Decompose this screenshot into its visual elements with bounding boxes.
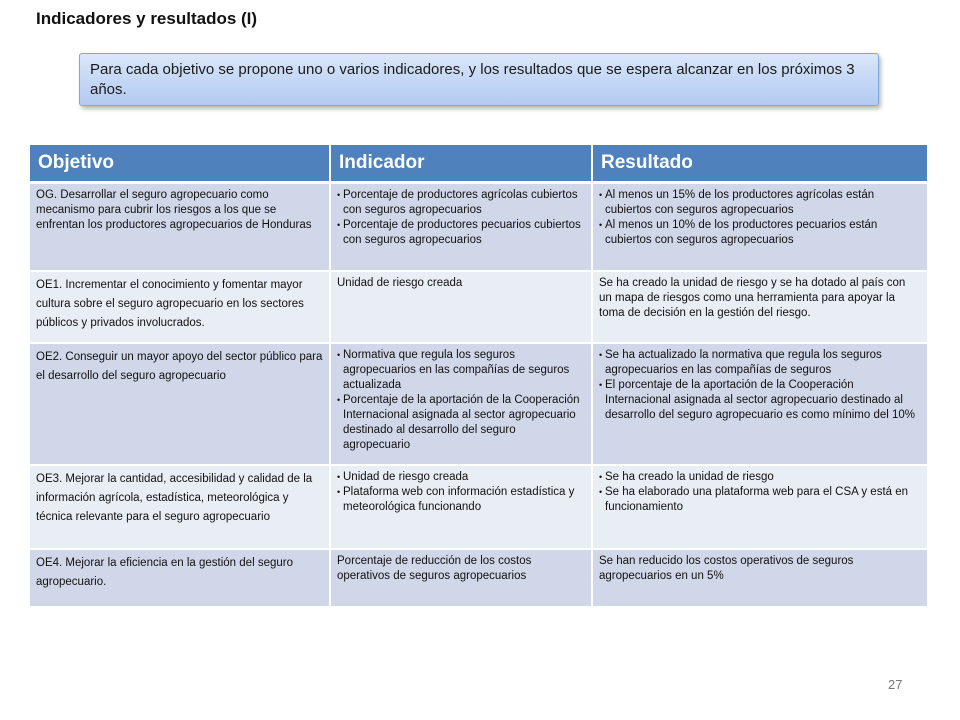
indicator-text: Unidad de riesgo creada (337, 276, 463, 289)
result-item: • Se ha creado la unidad de riesgo (599, 470, 921, 485)
objective-text: OE3. Mejorar la cantidad, accesibilidad y calidad de la información agrícola, estadística, meteorológica y técnica relevante para el seguro agropecuario (36, 472, 313, 523)
indicators-table (30, 145, 929, 608)
indicator-cell (330, 343, 592, 465)
result-item: • Se ha elaborado una plataforma web para el CSA y está en funcionamiento (599, 485, 921, 515)
indicator-item: • Normativa que regula los seguros agropecuarios en las compañías de seguros actualizada (337, 348, 585, 393)
result-cell (592, 271, 928, 343)
objective-text: OG. Desarrollar el seguro agropecuario como mecanismo para cubrir los riesgos a los que se enfrentan los productores agropecuarios de Honduras (36, 189, 312, 231)
result-cell (592, 465, 928, 549)
header-resultado: Resultado (592, 145, 928, 183)
objective-cell (30, 271, 330, 343)
table-row (30, 183, 928, 271)
indicator-cell (330, 271, 592, 343)
objective-cell (30, 343, 330, 465)
objective-cell (30, 549, 330, 607)
indicator-item: • Porcentaje de la aportación de la Cooperación Internacional asignada al sector agropecuario destinado al desarrollo del seguro agropecuario (337, 393, 585, 453)
indicator-cell (330, 465, 592, 549)
indicator-text: Porcentaje de reducción de los costos operativos de seguros agropecuarios (337, 554, 532, 582)
result-cell (592, 343, 928, 465)
indicator-cell (330, 549, 592, 607)
header-indicador: Indicador (330, 145, 592, 183)
intro-callout: Para cada objetivo se propone uno o varios indicadores, y los resultados que se espera alcanzar en los próximos 3 años. (79, 53, 879, 106)
table-row (30, 343, 928, 465)
objective-cell (30, 465, 330, 549)
indicator-item: • Unidad de riesgo creada (337, 470, 585, 485)
result-item: • El porcentaje de la aportación de la Cooperación Internacional asignada al sector agropecuario destinado al desarrollo del seguro agropecuario es como mínimo del 10% (599, 378, 921, 423)
result-item: • Al menos un 10% de los productores pecuarios están cubiertos con seguros agropecuarios (599, 218, 921, 248)
indicator-item: • Porcentaje de productores agrícolas cubiertos con seguros agropecuarios (337, 188, 585, 218)
result-text: Se han reducido los costos operativos de seguros agropecuarios en un 5% (599, 554, 854, 582)
result-item: • Se ha actualizado la normativa que regula los seguros agropecuarios en las compañías de seguros (599, 348, 921, 378)
result-text: Se ha creado la unidad de riesgo y se ha dotado al país con un mapa de riesgos como una herramienta para apoyar la toma de decisión en la gestión del riesgo. (599, 276, 906, 319)
result-cell (592, 549, 928, 607)
table-row (30, 271, 928, 343)
indicator-cell (330, 183, 592, 271)
objective-cell (30, 183, 330, 271)
page-number: 27 (888, 677, 903, 692)
indicator-item: • Porcentaje de productores pecuarios cubiertos con seguros agropecuarios (337, 218, 585, 248)
header-objetivo: Objetivo (30, 145, 330, 183)
table-header-row (30, 145, 928, 183)
result-cell (592, 183, 928, 271)
table-row (30, 549, 928, 607)
result-item: • Al menos un 15% de los productores agrícolas están cubiertos con seguros agropecuarios (599, 188, 921, 218)
slide-title: Indicadores y resultados (I) (36, 9, 258, 28)
table-row (30, 465, 928, 549)
objective-text: OE2. Conseguir un mayor apoyo del sector público para el desarrollo del seguro agropecuario (36, 350, 323, 382)
objective-text: OE1. Incrementar el conocimiento y fomentar mayor cultura sobre el seguro agropecuario en los sectores públicos y privados involucrados. (36, 278, 304, 329)
objective-text: OE4. Mejorar la eficiencia en la gestión del seguro agropecuario. (36, 556, 293, 588)
indicator-item: • Plataforma web con información estadística y meteorológica funcionando (337, 485, 585, 515)
